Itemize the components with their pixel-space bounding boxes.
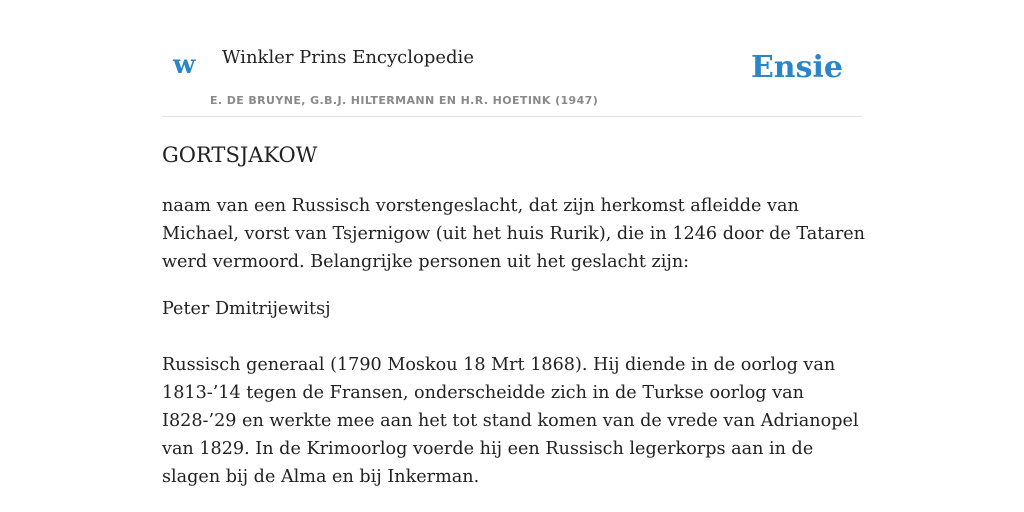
winkler-prins-logo[interactable]: w [173,50,196,80]
publication-title[interactable]: Winkler Prins Encyclopedie [222,47,474,68]
article-intro: naam van een Russisch vorstengeslacht, dat zijn herkomst afleidde van Michael, vorst van Tsjernigow (uit het huis Rurik), die in 1246 door de Tataren werd vermoord. Belangrijke personen uit het geslacht zijn: [162,196,865,272]
header [162,0,862,117]
publication-authors: E. DE BRUYNE, G.B.J. HILTERMANN EN H.R. HOETINK (1947) [210,94,599,107]
person-bio: Russisch generaal (1790 Moskou 18 Mrt 1868). Hij diende in de oorlog van 1813-’14 tegen de Fransen, onderscheidde zich in de Turkse oorlog van I828-’29 en werkte mee aan het tot stand komen van de vrede van Adrianopel van 1829. In de Krimoorlog voerde hij een Russisch legerkorps aan in de slagen bij de Alma en bij Inkerman. [162,355,859,487]
article-title: GORTSJAKOW [162,143,318,167]
ensie-logo[interactable]: Ensie [750,50,843,85]
page [162,0,865,487]
person-name: Peter Dmitrijewitsj [162,299,331,319]
